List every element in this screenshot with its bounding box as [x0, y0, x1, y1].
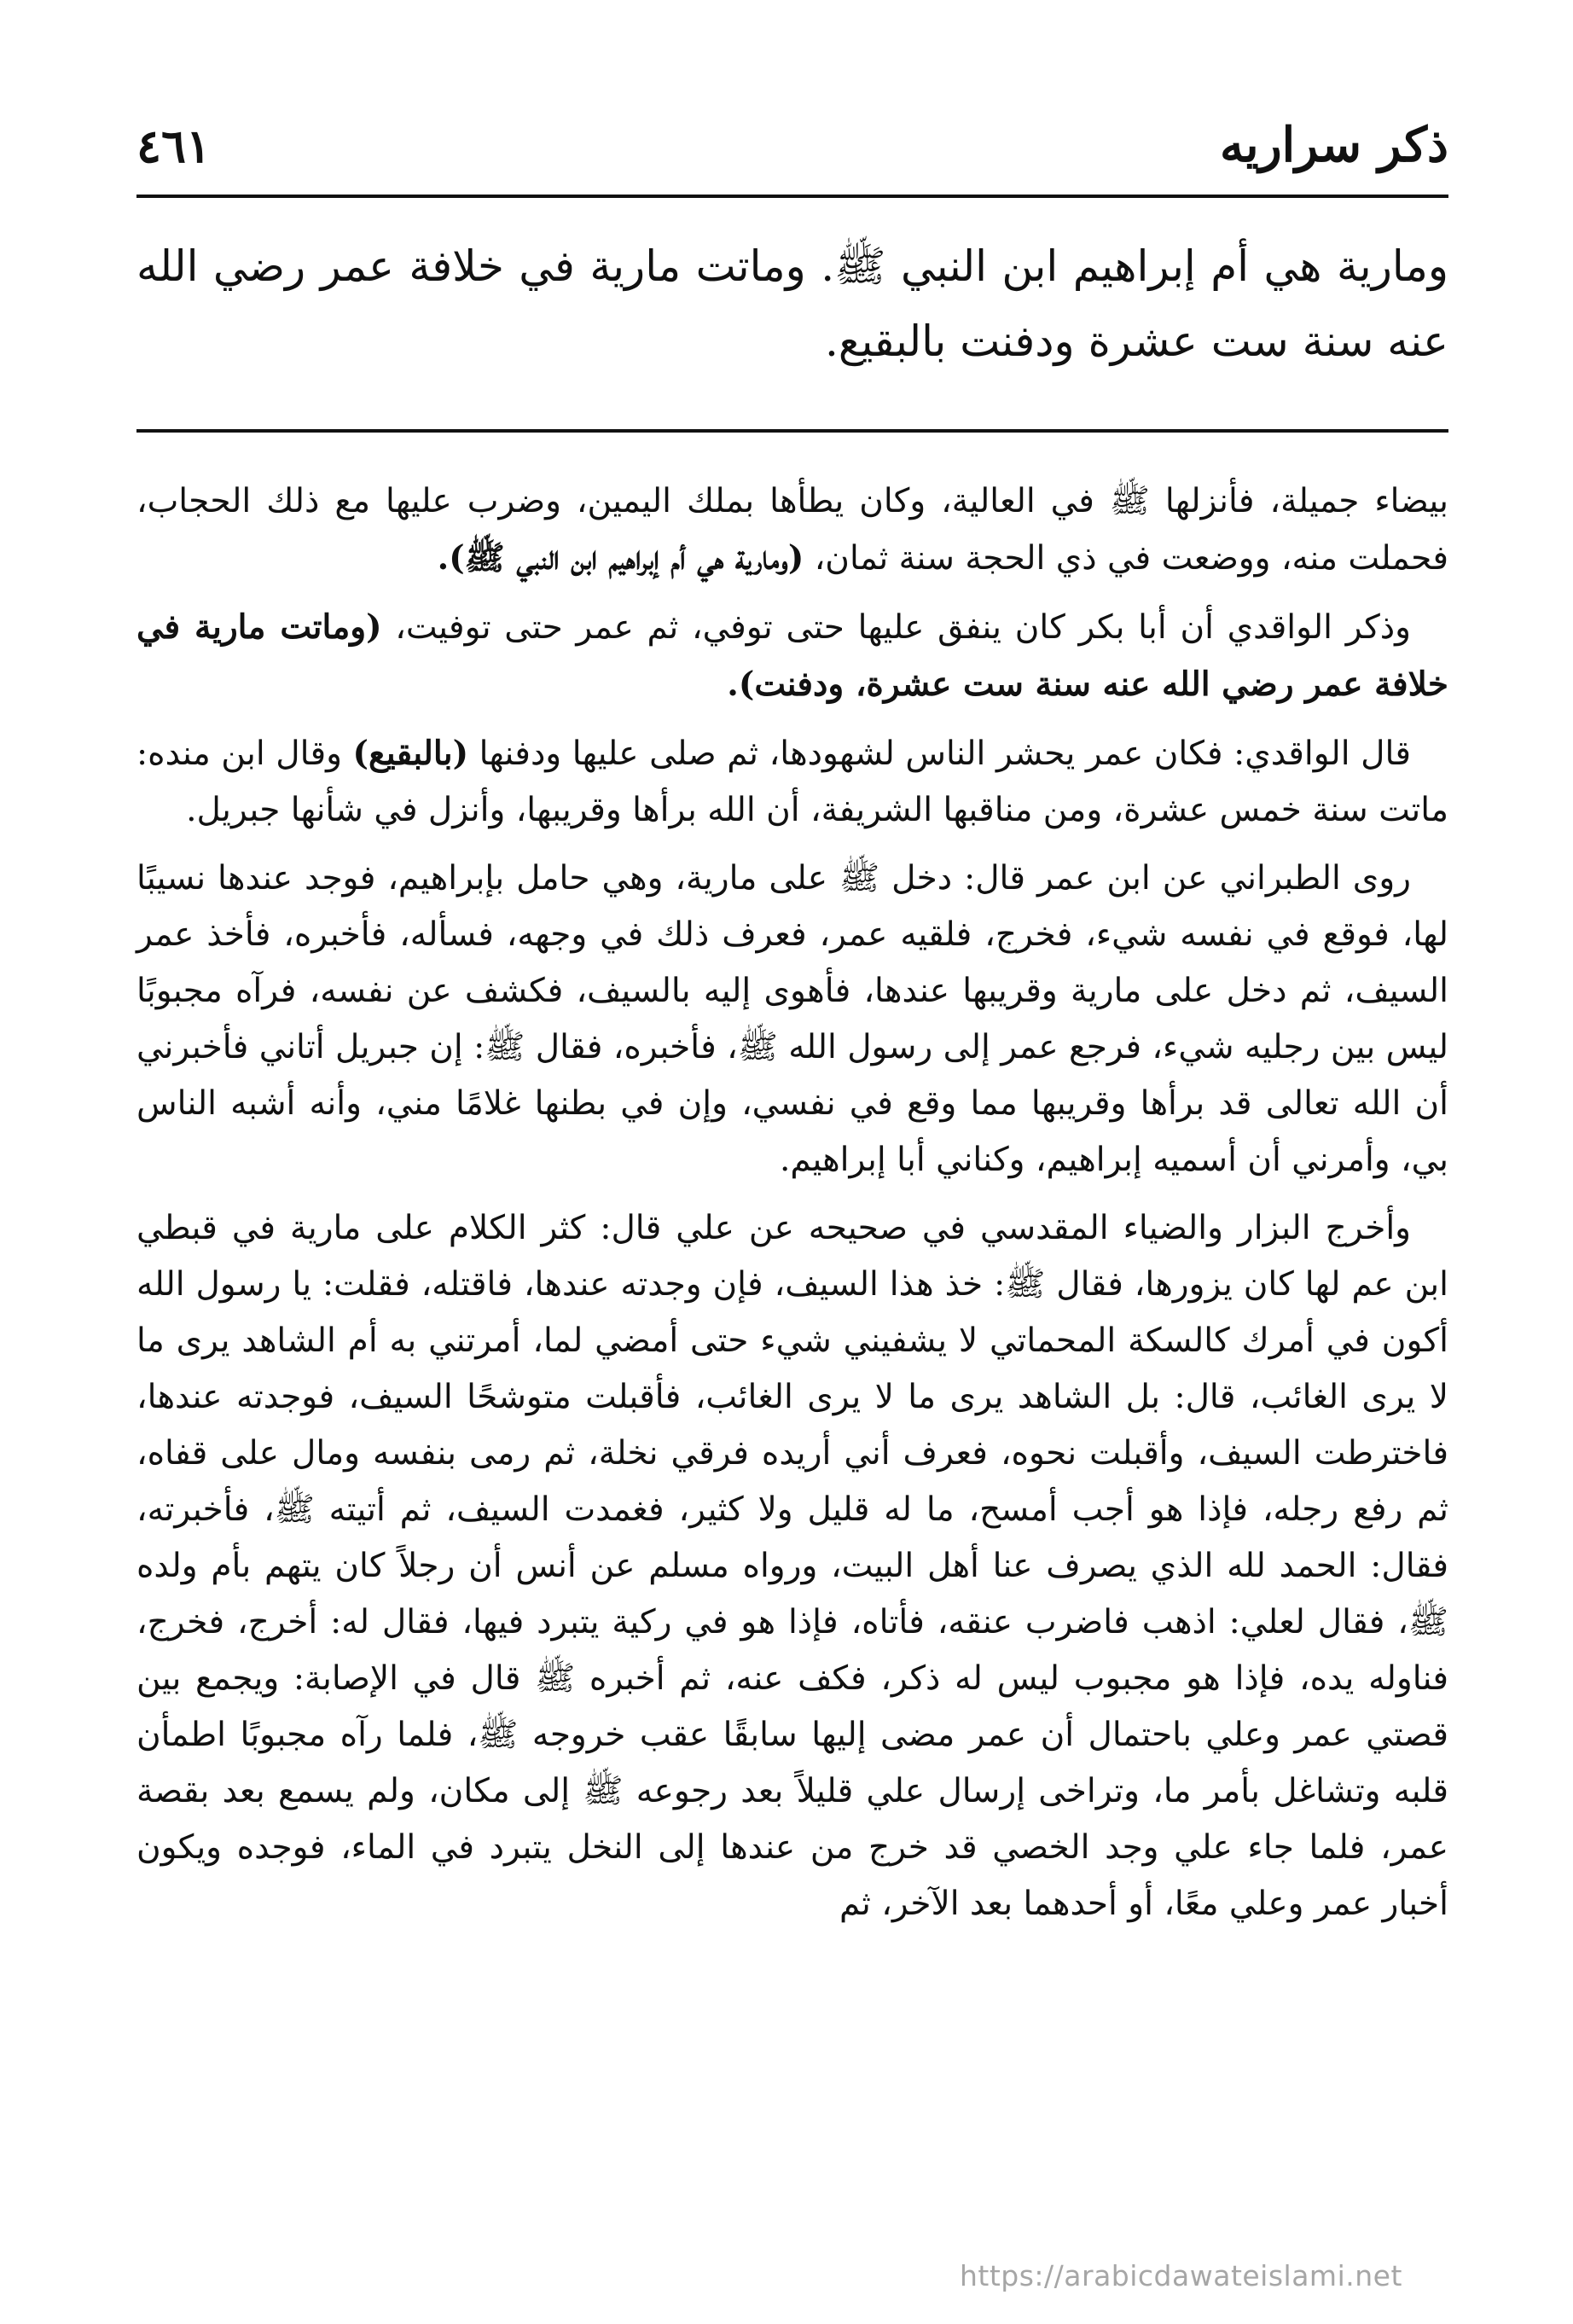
- commentary-paragraph-4: روى الطبراني عن ابن عمر قال: دخل ﷺ على مارية، وهي حامل بإبراهيم، فوجد عندها نسيبًا لها، فوقع في نفسه شيء، فخرج، فلقيه عمر، فعرف ذلك في وجهه، فسأله، فأخبره، فأخذ عمر السيف، ثم دخل على مارية وقريبها عندها، فأهوى إليه بالسيف، فكشف عن نفسه، فرآه مجبوبًا ليس بين رجليه شيء، فرجع عمر إلى رسول الله ﷺ، فأخبره، فقال ﷺ: إن جبريل أتاني فأخبرني أن الله تعالى قد برأها وقريبها مما وقع في نفسي، وإن في بطنها غلامًا مني، وأنه أشبه الناس بي، وأمرني أن أسميه إبراهيم، وكناني أبا إبراهيم.: [136, 859, 1448, 1179]
- quoted-matn: (وماتت مارية في خلافة عمر رضي الله عنه سنة ست عشرة، ودفنت).: [136, 607, 1448, 704]
- commentary-paragraph-3: [136, 725, 1448, 839]
- commentary-text: وذكر الواقدي أن أبا بكر كان ينفق عليها حتى توفي، ثم عمر حتى توفيت،: [381, 608, 1411, 647]
- quoted-matn: (بالبقيع): [352, 734, 469, 773]
- main-text: ومارية هي أم إبراهيم ابن النبي ﷺ. وماتت مارية في خلافة عمر رضي الله عنه سنة ست عشرة ودفنت بالبقيع.: [136, 241, 1448, 366]
- commentary: [136, 474, 1448, 1944]
- commentary-text: بيضاء جميلة، فأنزلها ﷺ في العالية، وكان يطأها بملك اليمين، وضرب عليها مع ذلك الحجاب، فحملت منه، ووضعت في ذي الحجة سنة ثمان،: [136, 482, 1448, 578]
- page-number: ٤٦١: [136, 119, 212, 173]
- running-title: ذكر سراريه: [1219, 117, 1448, 173]
- header-rule: [136, 195, 1448, 198]
- commentary-text: وقال ابن منده: ماتت سنة خمس عشرة، ومن مناقبها الشريفة، أن الله برأها وقريبها، وأنزل في شأنها جبريل.: [136, 735, 1448, 829]
- commentary-text: قال الواقدي: فكان عمر يحشر الناس لشهودها، ثم صلى عليها ودفنها: [468, 735, 1411, 773]
- quoted-matn: (ومارية هي أم إبراهيم ابن النبي ﷺ).: [437, 538, 804, 578]
- page-header: [136, 92, 1448, 173]
- commentary-paragraph-1: [136, 474, 1448, 587]
- watermark-url: https://arabicdawateislami.net: [960, 2259, 1402, 2292]
- commentary-divider: [136, 429, 1448, 433]
- commentary-paragraph-2: [136, 599, 1448, 713]
- commentary-paragraph-5: وأخرج البزار والضياء المقدسي في صحيحه عن علي قال: كثر الكلام على مارية في قبطي ابن عم لها كان يزورها، فقال ﷺ: خذ هذا السيف، فإن وجدته عندها، فاقتله، فقلت: يا رسول الله أكون في أمرك كالسكة المحماتي لا يشفيني شيء حتى أمضي لما، أمرتني به أم الشاهد يرى ما لا يرى الغائب، قال: بل الشاهد يرى ما لا يرى الغائب، فأقبلت متوشحًا السيف، فوجدته عندها، فاخترطت السيف، وأقبلت نحوه، فعرف أني أريده فرقي نخلة، ثم رمى بنفسه ومال على قفاه، ثم رفع رجله، فإذا هو أجب أمسح، ما له قليل ولا كثير، فغمدت السيف، ثم أتيته ﷺ، فأخبرته، فقال: الحمد لله الذي يصرف عنا أهل البيت، ورواه مسلم عن أنس أن رجلاً كان يتهم بأم ولده ﷺ، فقال لعلي: اذهب فاضرب عنقه، فأتاه، فإذا هو في ركية يتبرد فيها، فقال له: أخرج، فخرج، فناوله يده، فإذا هو مجبوب ليس له ذكر، فكف عنه، ثم أخبره ﷺ قال في الإصابة: ويجمع بين قصتي عمر وعلي باحتمال أن عمر مضى إليها سابقًا عقب خروجه ﷺ، فلما رآه مجبوبًا اطمأن قلبه وتشاغل بأمر ما، وتراخى إرسال علي قليلاً بعد رجوعه ﷺ إلى مكان، ولم يسمع بعد بقصة عمر، فلما جاء علي وجد الخصي قد خرج من عندها إلى النخل يتبرد في الماء، فوجده ويكون أخبار عمر وعلي معًا، أو أحدهما بعد الآخر، ثم: [136, 1209, 1448, 1923]
